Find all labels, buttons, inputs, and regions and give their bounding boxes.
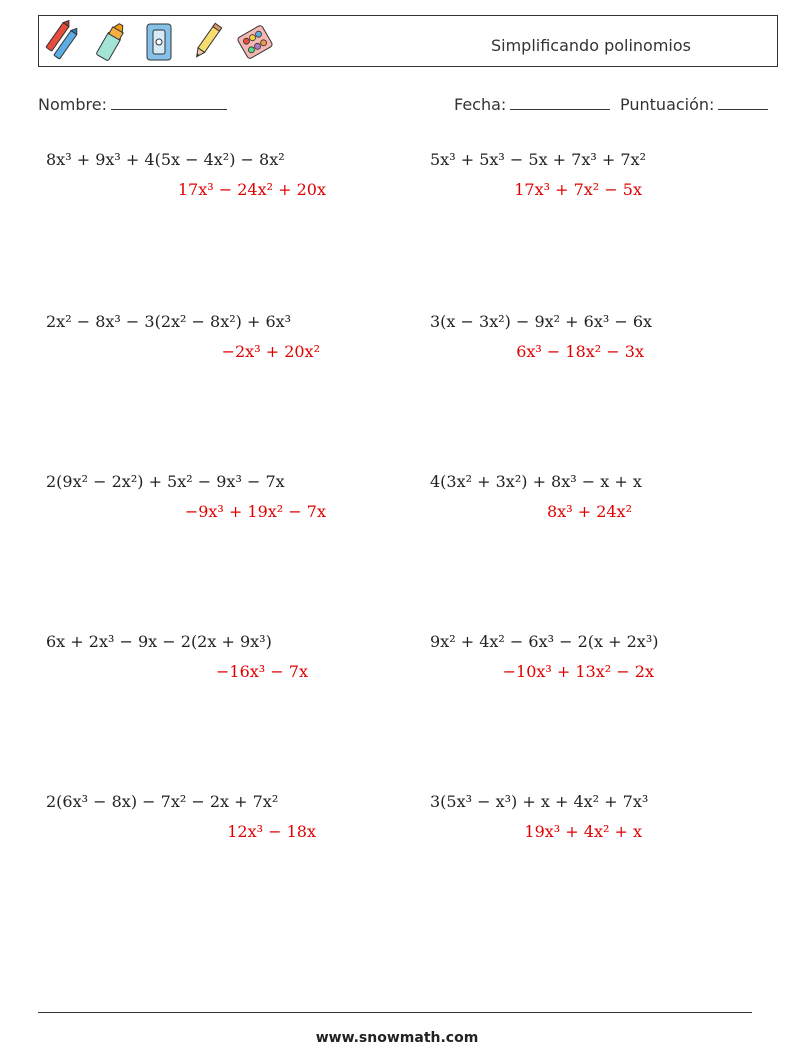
- date-blank[interactable]: [510, 93, 610, 110]
- problem-question: 3(x − 3x²) − 9x² + 6x³ − 6x: [430, 312, 653, 331]
- date-label: Fecha:: [454, 95, 507, 114]
- problem-answer: −10x³ + 13x² − 2x: [502, 662, 654, 681]
- score-label: Puntuación:: [620, 95, 715, 114]
- worksheet-header: [38, 15, 778, 67]
- footer-website[interactable]: www.snowmath.com: [315, 1030, 479, 1046]
- problem-question: 5x³ + 5x³ − 5x + 7x³ + 7x²: [430, 150, 646, 169]
- page-title: Simplificando polinomios: [490, 36, 691, 55]
- problem-question: 3(5x³ − x³) + x + 4x² + 7x³: [430, 792, 649, 811]
- problem-answer: 19x³ + 4x² + x: [524, 822, 642, 841]
- problem-answer: 17x³ + 7x² − 5x: [514, 180, 642, 199]
- problem-question: 8x³ + 9x³ + 4(5x − 4x²) − 8x²: [46, 150, 285, 169]
- highlighter-icon: [91, 20, 131, 64]
- name-label: Nombre:: [38, 95, 107, 114]
- date-field: [454, 93, 610, 114]
- paint-palette-icon: [235, 20, 275, 64]
- pencil-icon: [187, 20, 227, 64]
- problem-question: 6x + 2x³ − 9x − 2(2x + 9x³): [46, 632, 272, 651]
- problem-question: 2(9x² − 2x²) + 5x² − 9x³ − 7x: [46, 472, 285, 491]
- score-blank[interactable]: [718, 93, 768, 110]
- problem-answer: 17x³ − 24x² + 20x: [177, 180, 326, 199]
- name-blank[interactable]: [111, 93, 227, 110]
- problem-question: 2x² − 8x³ − 3(2x² − 8x²) + 6x³: [46, 312, 292, 331]
- sharpener-icon: [139, 20, 179, 64]
- crayons-icon: [43, 20, 83, 64]
- footer-divider: [38, 1012, 752, 1013]
- problem-question: 2(6x³ − 8x) − 7x² − 2x + 7x²: [46, 792, 279, 811]
- problem-answer: −16x³ − 7x: [216, 662, 308, 681]
- problem-question: 4(3x² + 3x²) + 8x³ − x + x: [430, 472, 642, 491]
- problem-answer: 6x³ − 18x² − 3x: [516, 342, 644, 361]
- score-field: [620, 93, 768, 114]
- problem-question: 9x² + 4x² − 6x³ − 2(x + 2x³): [430, 632, 659, 651]
- name-field: [38, 93, 227, 114]
- problem-answer: −9x³ + 19x² − 7x: [184, 502, 326, 521]
- problem-answer: 12x³ − 18x: [227, 822, 316, 841]
- problem-answer: 8x³ + 24x²: [547, 502, 632, 521]
- problem-answer: −2x³ + 20x²: [221, 342, 320, 361]
